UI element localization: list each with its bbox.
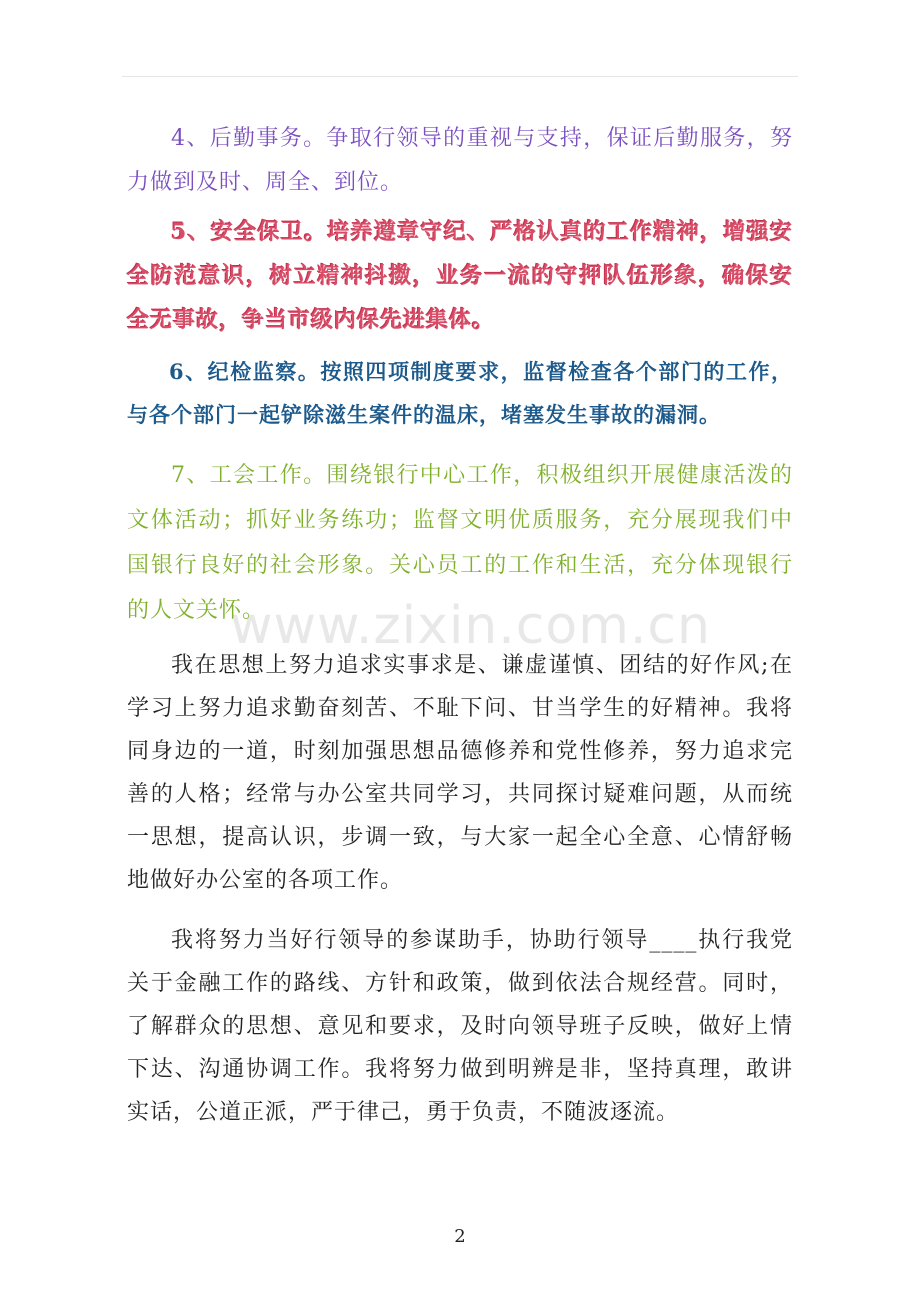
paragraph-thinking-study: 我在思想上努力追求实事求是、谦虚谨慎、团结的好作风;在学习上努力追求勤奋刻苦、不耻下问、甘当学生的好精神。我将同身边的一道，时刻加强思想品德修养和党性修养，努力追求完善的人格；经常与办公室共同学习，共同探讨疑难问题，从而统一思想，提高认识，步调一致，与大家一起全心全意、心情舒畅地做好办公室的各项工作。	[127, 653, 793, 893]
paragraph-union-work: 7、工会工作。围绕银行中心工作，积极组织开展健康活泼的文体活动；抓好业务练功；监督文明优质服务，充分展现我们中国银行良好的社会形象。关心员工的工作和生活，充分体现银行的人文关怀。	[127, 463, 793, 623]
header-divider	[122, 76, 798, 77]
watermark: www.zixin.com.cn	[230, 596, 711, 656]
page-number: 2	[454, 1226, 466, 1247]
paragraph-assistant-role: 我将努力当好行领导的参谋助手，协助行领导____执行我党关于金融工作的路线、方针和政策，做到依法合规经营。同时，了解群众的思想、意见和要求，及时向领导班子反映，做好上情下达、沟通协调工作。我将努力做到明辨是非，坚持真理，敢讲实话，公道正派，严于律己，勇于负责，不随波逐流。	[127, 928, 793, 1125]
paragraph-logistics: 4、后勤事务。争取行领导的重视与支持，保证后勤服务，努力做到及时、周全、到位。	[127, 126, 793, 195]
paragraph-security: 5、安全保卫。培养遵章守纪、严格认真的工作精神，增强安全防范意识，树立精神抖擞，业务一流的守押队伍形象，确保安全无事故，争当市级内保先进集体。	[127, 219, 793, 333]
paragraph-discipline-inspection: 6、纪检监察。按照四项制度要求，监督检查各个部门的工作，与各个部门一起铲除滋生案件的温床，堵塞发生事故的漏洞。	[127, 359, 793, 427]
